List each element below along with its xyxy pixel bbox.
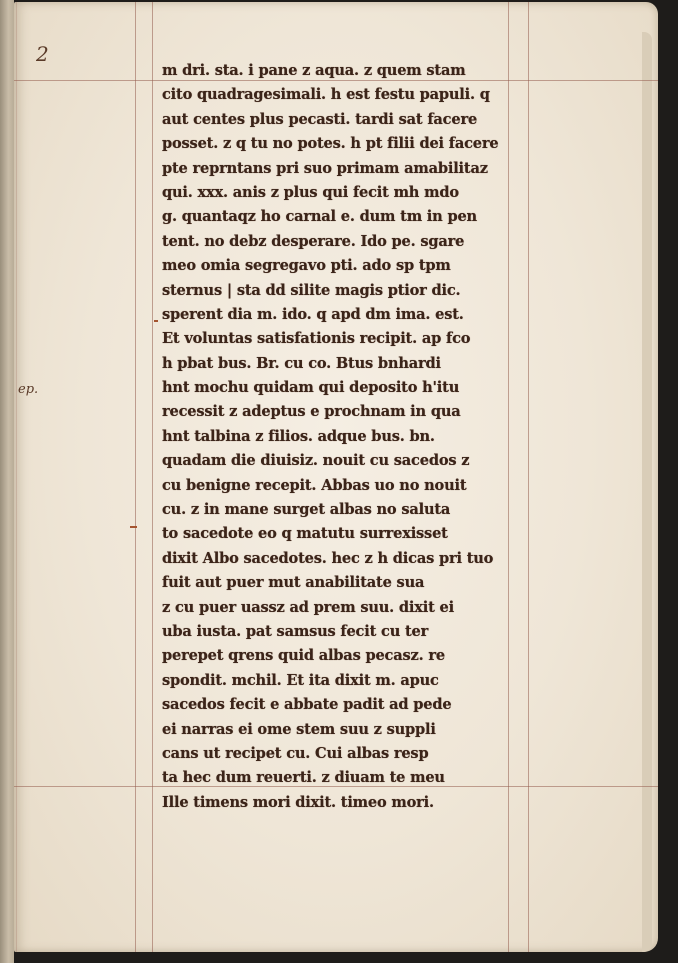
text-line: aut centes plus pecasti. tardi sat facere	[162, 110, 478, 128]
text-line: to sacedote eo q matutu surrexisset	[162, 525, 448, 543]
text-line: cito quadragesimali. h est festu papuli. q	[162, 86, 490, 104]
main-text-column	[162, 59, 517, 815]
page-edge	[642, 32, 652, 952]
text-line: m dri. sta. i pane z aqua. z quem stam	[162, 62, 466, 79]
text-line: cu. z in mane surget albas no saluta	[162, 501, 451, 519]
text-line: hnt talbina z filios. adque bus. bn.	[162, 427, 435, 445]
text-line: Et voluntas satisfationis recipit. ap fco	[162, 330, 471, 348]
text-line: qui. xxx. anis z plus qui fecit mh mdo	[162, 183, 459, 201]
text-line: pte reprntans pri suo primam amabilitaz	[162, 159, 488, 177]
rubric-mark	[154, 320, 158, 322]
ruling-left-margin	[16, 2, 17, 952]
text-line: meo omia segregavo pti. ado sp tpm	[162, 257, 451, 275]
text-line: h pbat bus. Br. cu co. Btus bnhardi	[162, 354, 441, 372]
text-line: z cu puer uassz ad prem suu. dixit ei	[162, 598, 454, 616]
text-line: cans ut recipet cu. Cui albas resp	[162, 744, 429, 762]
text-line: quadam die diuisiz. nouit cu sacedos z	[162, 452, 470, 470]
text-line: ei narras ei ome stem suu z suppli	[162, 720, 436, 738]
facing-page-edge	[0, 0, 14, 963]
text-line: posset. z q tu no potes. h pt filii dei facere	[162, 135, 499, 153]
text-line: perepet qrens quid albas pecasz. re	[162, 647, 445, 665]
text-line: recessit z adeptus e prochnam in qua	[162, 403, 461, 421]
ruling-left-inner	[152, 2, 153, 952]
rubric-mark	[130, 526, 137, 528]
text-line: dixit Albo sacedotes. hec z h dicas pri tuo	[162, 549, 494, 567]
text-line: cu benigne recepit. Abbas uo no nouit	[162, 476, 467, 494]
folio-number: 2	[36, 42, 49, 66]
manuscript-page	[14, 2, 658, 952]
margin-note: ep.	[18, 382, 39, 397]
text-line: hnt mochu quidam qui deposito h'itu	[162, 379, 460, 397]
text-line: tent. no debz desperare. Ido pe. sgare	[162, 232, 465, 250]
ruling-left-outer	[135, 2, 136, 952]
text-line: sternus | sta dd silite magis ptior dic.	[162, 281, 461, 299]
text-line: sacedos fecit e abbate padit ad pede	[162, 696, 452, 714]
text-line: g. quantaqz ho carnal e. dum tm in pen	[162, 208, 477, 226]
text-line: fuit aut puer mut anabilitate sua	[162, 574, 425, 592]
text-line: sperent dia m. ido. q apd dm ima. est.	[162, 305, 464, 323]
text-line: ta hec dum reuerti. z diuam te meu	[162, 769, 445, 787]
text-line: spondit. mchil. Et ita dixit m. apuc	[162, 671, 439, 689]
text-line: Ille timens mori dixit. timeo mori.	[162, 793, 434, 811]
ruling-right-outer	[528, 2, 529, 952]
text-line: uba iusta. pat samsus fecit cu ter	[162, 622, 429, 640]
